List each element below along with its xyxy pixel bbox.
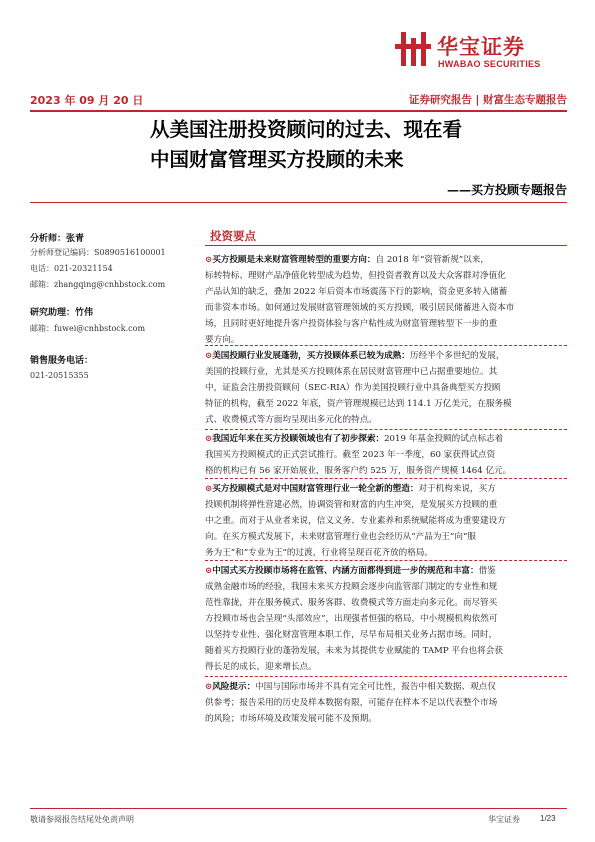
section-rule [205,245,567,246]
bullet-icon: ⊙ [205,484,213,494]
key-point-3 [205,431,568,479]
paragraph-line: 以坚持专业性、强化财富管理本职工作，尽早布局相关业务占据市场。同时， [205,630,498,640]
key-point-lead: 风险提示： [212,682,256,692]
analyst-email[interactable]: 邮箱：zhangqing@cnhbstock.com [30,280,166,289]
bullet-icon: ⊙ [205,255,213,265]
paragraph-line: 自 2018 年“资管新规”以来， [375,255,489,265]
company-logo [395,30,565,72]
analyst-cert: 分析师登记编码：S0890516100001 [30,248,166,257]
paragraph-line: 中，证监会注册投资顾问（SEC-RIA）作为美国投顾行业中具备典型买方投顾 [205,383,501,393]
footer-company: 华宝证券 [488,815,520,824]
title-rule [30,202,567,203]
paragraph-line: 我国买方投顾模式的正式尝试推行。截至 2023 年一季度，60 家获得试点资 [205,450,496,460]
key-point-lead: 中国式买方投顾市场将在监管、内涵方面都得到进一步的规范和丰富： [212,566,479,576]
paragraph-line: 范性靠拢，并在服务模式、服务客群、收费模式等方面走向多元化。而尽管买 [205,598,498,608]
header-rule [30,110,567,112]
report-title-line2: 中国财富管理买方投顾的未来 [150,148,404,171]
paragraph-line: 格的机构已有 56 家开始展业，服务客户约 525 万，服务资产规模 1464 亿元。 [205,466,512,476]
divider [205,478,567,479]
paragraph-line: 而非资本市场。如何通过发展财富管理领域的买方投顾，吸引居民储蓄进入资本市 [205,303,515,313]
paragraph-line: 投顾机制将弹性营建必然，协调资管和财富的内生冲突，是发展买方投顾的重 [205,500,498,510]
paragraph-line: 中之重。而对于从业者来说，信义义务、专业素养和系统赋能将成为重要建设方 [205,516,506,526]
report-title-line1: 从美国注册投资顾问的过去、现在看 [150,118,463,141]
footer-disclaimer: 敬请参阅报告结尾处免责声明 [30,815,134,824]
key-point-5 [205,563,568,675]
assistant-email[interactable]: 邮箱：fuwei@cnhbstock.com [30,324,146,333]
paragraph-line: 借鉴 [478,566,496,576]
analyst-phone: 电话：021-20321154 [30,264,113,273]
paragraph-line: 务为王”和“专业为王”的过渡，行业将呈现百花齐放的格局。 [205,548,434,558]
divider [205,560,567,561]
sales-phone: 021-20515355 [30,371,89,380]
paragraph-line: 美国的投顾行业，尤其是买方投顾体系在居民财富管理中已占据重要地位。其 [205,367,498,377]
paragraph-line: 要方向。 [205,335,240,345]
paragraph-line: 对于机构来说，买方 [418,484,496,494]
risk-warning [205,679,568,727]
bullet-icon: ⊙ [205,434,213,444]
paragraph-line: 成熟金融市场的经验，我国未来买方投顾会逐步向监管部门制定的专业性和规 [205,582,498,592]
bullet-icon: ⊙ [205,566,213,576]
key-point-1 [205,252,568,348]
sales-label: 销售服务电话： [30,356,94,366]
footer-rule [30,808,567,809]
paragraph-line: 历经半个多世纪的发展， [409,351,505,361]
key-point-lead: 美国投顾行业发展蓬勃，买方投顾体系已较为成熟： [212,351,410,361]
bullet-icon: ⊙ [205,351,213,361]
paragraph-line: 随着买方投顾行业的蓬勃发展，未来为其提供专业赋能的 TAMP 平台也将会获 [205,646,503,656]
key-point-lead: 我国近年来在买方投顾领域也有了初步探索： [212,434,385,444]
paragraph-line: 特征的机构，截至 2022 年底，资产管理规模已达到 114.1 万亿美元，在服务模 [205,399,512,409]
key-point-4 [205,481,568,561]
paragraph-line: 的风险；市场环境及政策发展可能不及预期。 [205,714,377,724]
report-type: 证券研究报告 | 财富生态专题报告 [408,94,567,106]
paragraph-line: 标转特标、理财产品净值化转型成为趋势，但投资者教育以及大众客群对净值化 [205,271,506,281]
divider [205,429,567,430]
analyst-label: 分析师：张青 [30,234,85,244]
report-subtitle: ——买方投顾专题报告 [446,183,567,197]
key-point-2 [205,348,568,428]
bullet-icon: ⊙ [205,682,213,692]
report-date: 2023 年 09 月 20 日 [30,94,144,107]
divider [205,345,567,346]
logo-english-name: HWABAO SECURITIES [438,59,541,69]
paragraph-line: 供参考；报告采用的历史及样本数据有限，可能存在样本不足以代表整个市场 [205,698,498,708]
paragraph-line: 场，且同时更好地提升客户投资体验与客户粘性成为财富管理转型下一步的重 [205,319,498,329]
paragraph-line: 中国与国际市场并不具有完全可比性，报告中相关数据、观点仅 [255,682,496,692]
section-title: 投资要点 [210,229,256,243]
logo-chinese-name: 华宝证券 [437,35,525,59]
paragraph-line: 得长足的成长，迎来增长点。 [205,662,317,672]
key-point-lead: 买方投顾是未来财富管理转型的重要方向： [212,255,376,265]
key-point-lead: 买方投顾模式是对中国财富管理行业一轮全新的塑造： [212,484,419,494]
hwabao-logo-icon [395,30,431,68]
paragraph-line: 产品认知的缺乏，叠加 2022 年后资本市场震荡下行的影响，资金更多转入储蓄 [205,287,508,297]
assistant-label: 研究助理：竹伟 [30,308,94,318]
paragraph-line: 2019 年基金投顾的试点标志着 [384,434,504,444]
page-number: 1/23 [540,814,556,823]
paragraph-line: 向。在买方模式发展下，未来财富管理行业也会经历从“产品为王”向“服 [205,532,476,542]
paragraph-line: 方投顾市场也会呈现“头部效应”，出现强者恒强的格局，中小规模机构依然可 [205,614,498,624]
divider [205,676,567,677]
paragraph-line: 式、收费模式等方面均呈现出多元化的特点。 [205,415,377,425]
